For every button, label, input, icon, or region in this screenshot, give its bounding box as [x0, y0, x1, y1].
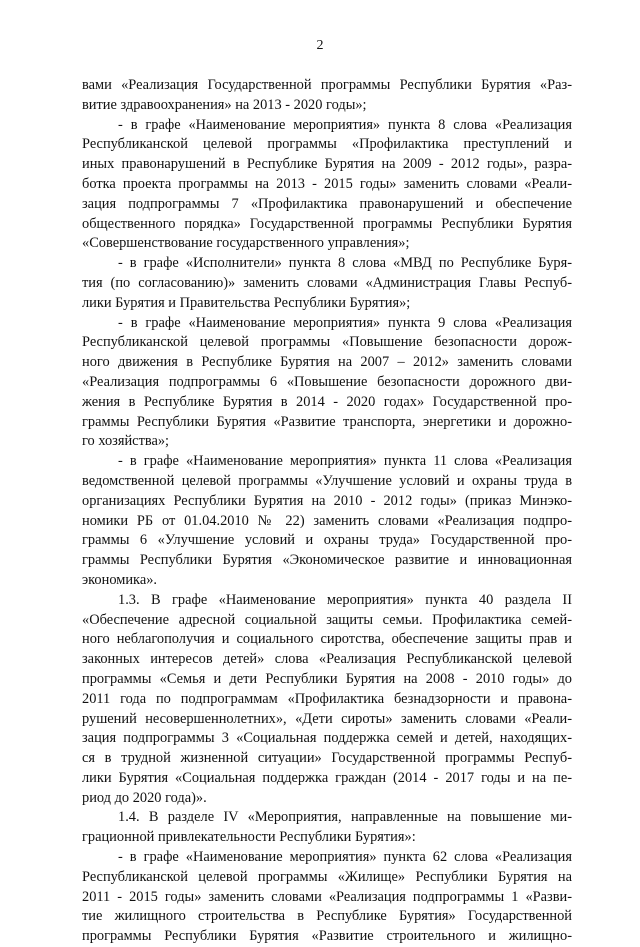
- text-line: зация подпрограммы 7 «Профилактика правонарушений и обеспечение: [82, 195, 572, 212]
- text-line: тия (по согласованию)» заменить словами «Администрация Главы Респуб-: [82, 274, 572, 291]
- text-line: жения в Республике Бурятия в 2014 - 2020 годах» Государственной про-: [82, 393, 572, 410]
- text-line: граммы Республики Бурятия «Экономическое развитие и инновационная: [82, 552, 572, 569]
- text-line: лики Бурятия «Социальная поддержка граждан (2014 - 2017 годы и на пе-: [82, 769, 572, 786]
- text-line: грационной привлекательности Республики Бурятия»:: [82, 829, 416, 846]
- text-line: общественного порядка» Государственной программы Республики Бурятия: [82, 215, 572, 232]
- text-line: граммы 6 «Улучшение условий и охраны труда» Государственной про-: [82, 532, 572, 549]
- text-line: 1.4. В разделе IV «Мероприятия, направленные на повышение ми-: [118, 809, 572, 826]
- document-body: [82, 76, 572, 947]
- text-line: Республиканской целевой программы «Профилактика преступлений и: [82, 136, 572, 153]
- text-line: законных интересов детей» слова «Реализация Республиканской целевой: [82, 651, 572, 668]
- text-line: риод до 2020 года)».: [82, 789, 207, 806]
- text-line: - в графе «Наименование мероприятия» пункта 11 слова «Реализация: [118, 453, 572, 470]
- text-line: - в графе «Наименование мероприятия» пункта 9 слова «Реализация: [118, 314, 572, 331]
- text-line: - в графе «Наименование мероприятия» пункта 8 слова «Реализация: [118, 116, 572, 133]
- text-line: 2011 - 2015 годы» заменить словами «Реализация подпрограммы 1 «Разви-: [82, 888, 572, 905]
- text-line: ся в трудной жизненной ситуации» Государственной программы Респуб-: [82, 750, 572, 767]
- text-line: лики Бурятия и Правительства Республики Бурятия»;: [82, 294, 411, 311]
- text-line: тие жилищного строительства в Республике Бурятия» Государственной: [82, 908, 572, 925]
- text-line: витие здравоохранения» на 2013 - 2020 годы»;: [82, 96, 367, 113]
- text-line: «Совершенствование государственного управления»;: [82, 235, 410, 252]
- text-line: иных правонарушений в Республике Бурятия на 2009 - 2012 годы», разра-: [82, 156, 572, 173]
- text-line: Республиканской целевой программы «Жилище» Республики Бурятия на: [82, 868, 572, 885]
- text-line: зация подпрограммы 3 «Социальная поддержка семей и детей, находящих-: [82, 730, 572, 747]
- text-line: 1.3. В графе «Наименование мероприятия» пункта 40 раздела II: [118, 591, 572, 608]
- text-line: организациях Республики Бурятия на 2010 - 2012 годы» (приказ Минэко-: [82, 492, 572, 509]
- page-number: 2: [316, 38, 324, 53]
- text-line: программы «Семья и дети Республики Бурятия на 2008 - 2010 годы» до: [82, 670, 572, 687]
- text-line: «Реализация подпрограммы 6 «Повышение безопасности дорожного дви-: [82, 373, 572, 390]
- text-line: программы Республики Бурятия «Развитие строительного и жилищно-: [82, 928, 572, 945]
- text-line: номики РБ от 01.04.2010 № 22) заменить словами «Реализация подпро-: [82, 512, 572, 529]
- text-line: ботка проекта программы на 2013 - 2015 годы» заменить словами «Реали-: [82, 175, 572, 192]
- text-line: 2011 года по подпрограммам «Профилактика безнадзорности и правона-: [82, 690, 572, 707]
- text-line: «Обеспечение адресной социальной защиты семьи. Профилактика семей-: [82, 611, 572, 628]
- text-line: Республиканской целевой программы «Повышение безопасности дорож-: [82, 334, 572, 351]
- text-line: рушений несовершеннолетних», «Дети сироты» заменить словами «Реали-: [82, 710, 572, 727]
- text-line: - в графе «Наименование мероприятия» пункта 62 слова «Реализация: [118, 849, 572, 866]
- text-line: ведомственной целевой программы «Улучшение условий и охраны труда в: [82, 472, 572, 489]
- text-line: вами «Реализация Государственной программы Республики Бурятия «Раз-: [82, 77, 572, 93]
- text-line: экономика».: [82, 571, 158, 588]
- text-line: - в графе «Исполнители» пункта 8 слова «МВД по Республике Буря-: [118, 255, 572, 272]
- text-line: го хозяйства»;: [82, 433, 170, 450]
- text-line: ного движения в Республике Бурятия на 2007 – 2012» заменить словами: [82, 354, 572, 371]
- text-line: граммы Республики Бурятия «Развитие транспорта, энергетики и дорожно-: [82, 413, 572, 430]
- text-line: ного неблагополучия и социального сиротства, обеспечение защиты прав и: [82, 631, 572, 648]
